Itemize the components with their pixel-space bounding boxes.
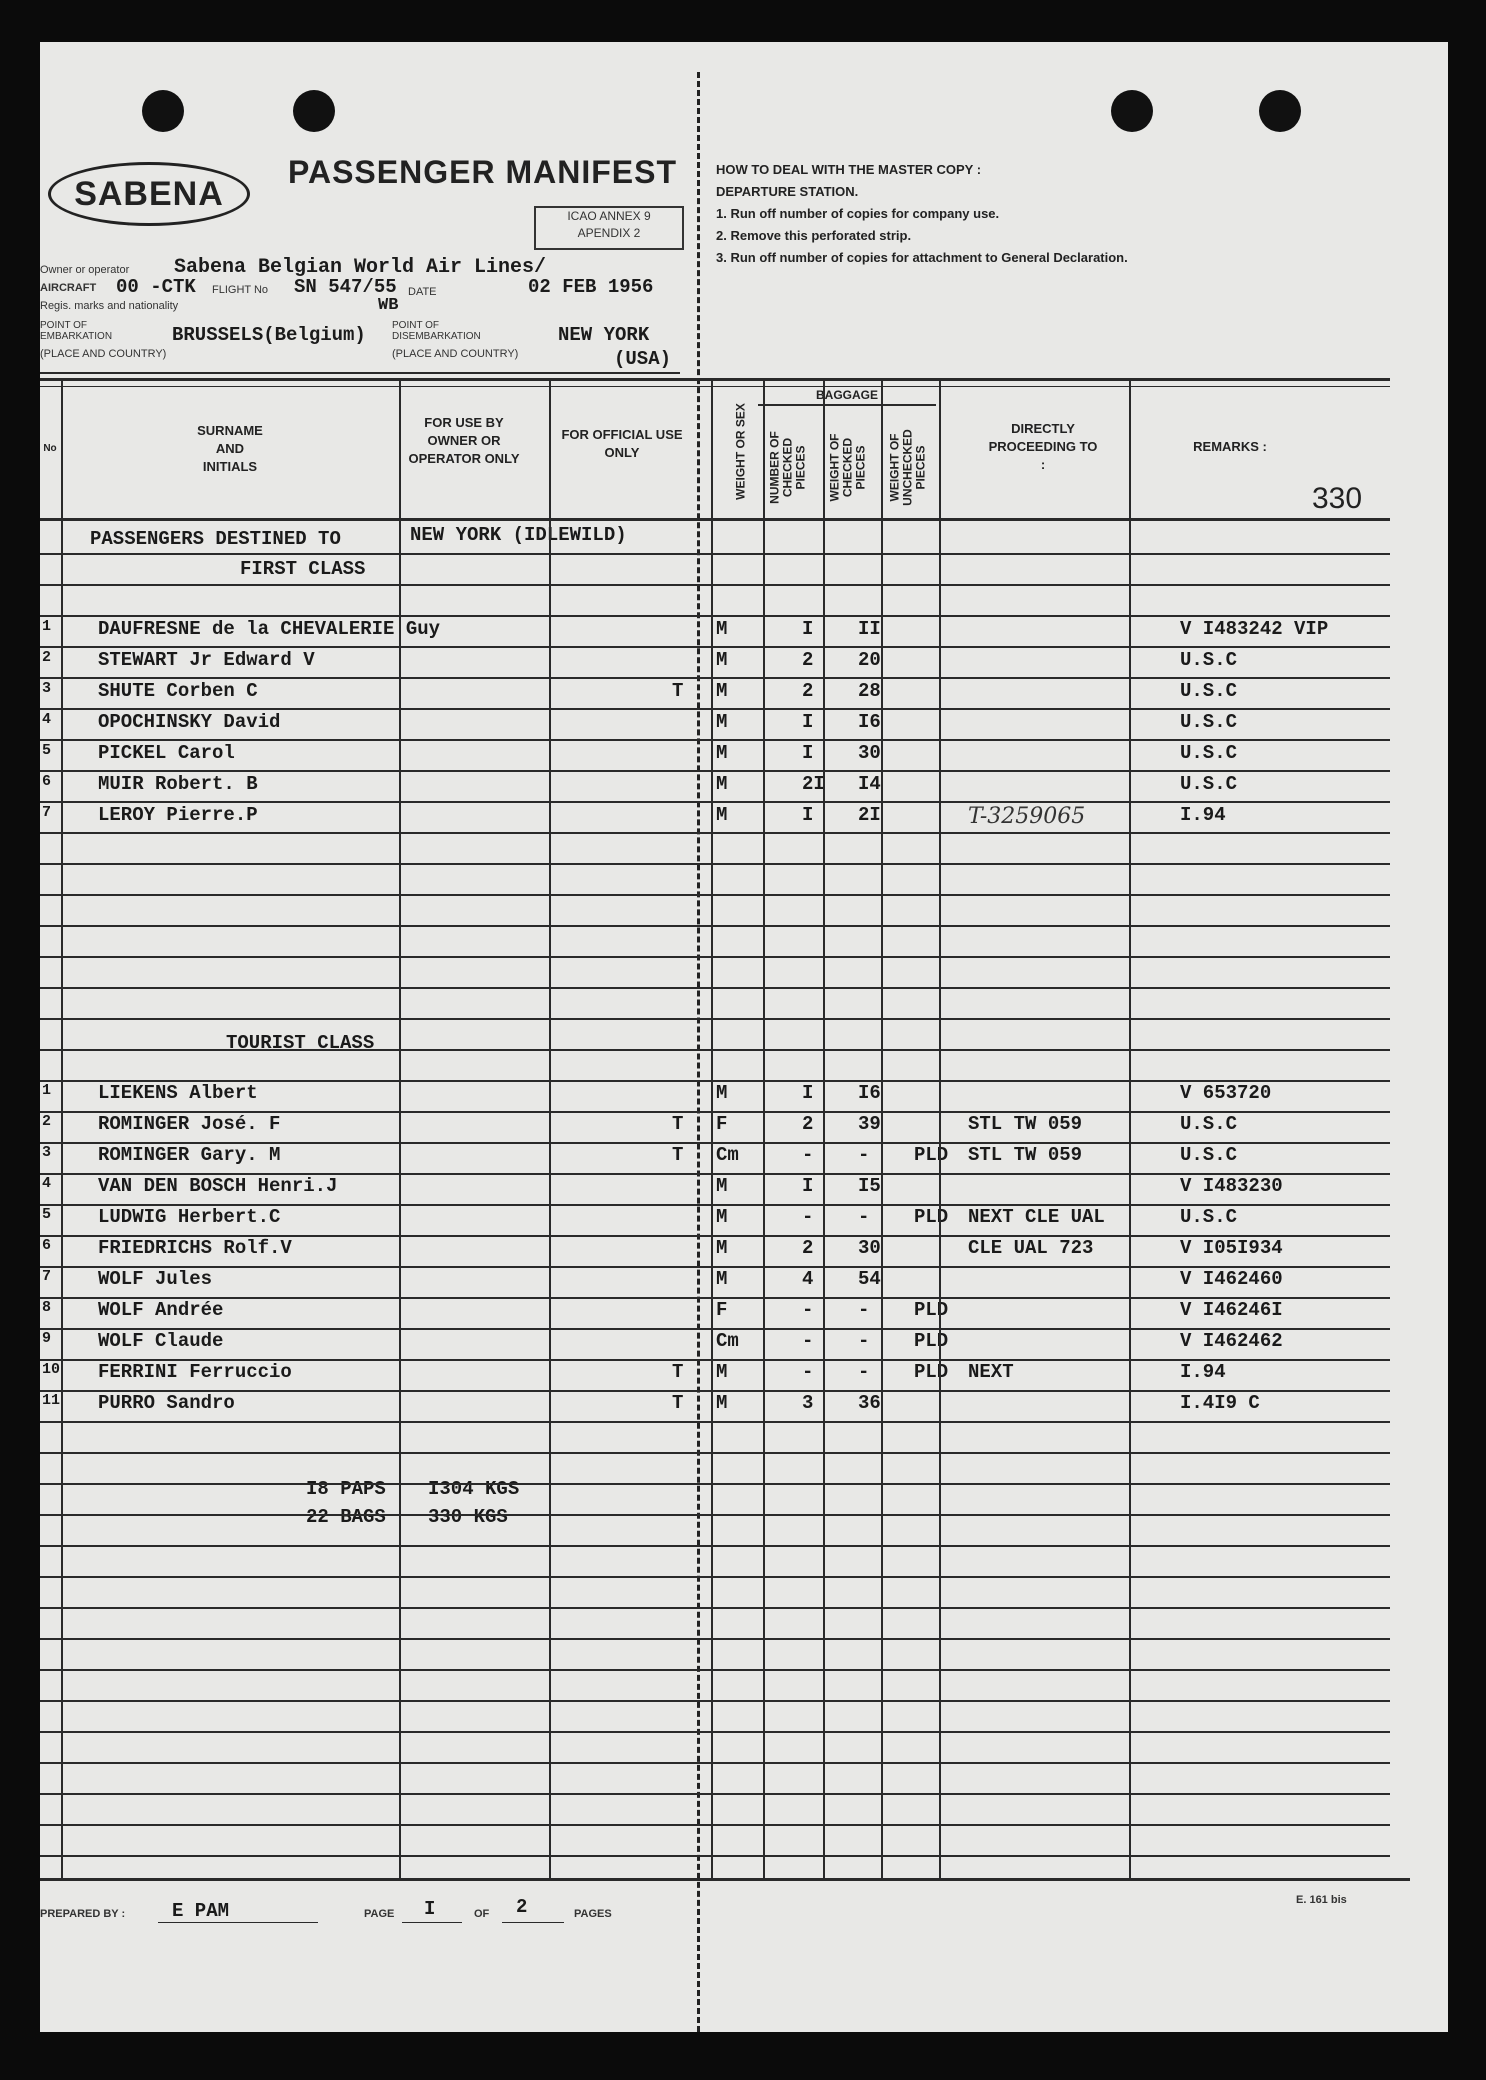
col-proceeding: DIRECTLY PROCEEDING TO :: [988, 421, 1098, 472]
checked-pieces: I: [802, 1175, 814, 1197]
pages-label: PAGES: [574, 1908, 612, 1920]
weight-or-sex: Cm: [716, 1144, 739, 1166]
weight-or-sex: M: [716, 618, 728, 640]
page-title: PASSENGER MANIFEST: [288, 154, 677, 190]
official-mark: T: [672, 1144, 684, 1166]
instruction-2: 2. Remove this perforated strip.: [716, 228, 912, 243]
weight-or-sex: M: [716, 773, 728, 795]
page-label: PAGE: [364, 1908, 395, 1920]
total-bags-label: 22 BAGS: [306, 1506, 386, 1528]
checked-pieces: I: [802, 711, 814, 733]
passenger-name: STEWART Jr Edward V: [98, 649, 315, 671]
disembark-country: (USA): [614, 348, 672, 370]
instructions-station: DEPARTURE STATION.: [716, 184, 859, 199]
official-mark: T: [672, 1113, 684, 1135]
row-number: 8: [42, 1299, 52, 1316]
col-weight-sex: WEIGHT OR SEX: [733, 403, 748, 500]
col-no: No: [43, 443, 57, 454]
first-class-label: FIRST CLASS: [240, 558, 366, 580]
checked-weight: 36: [858, 1392, 881, 1414]
remarks: U.S.C: [1180, 649, 1238, 671]
flight-sub: WB: [378, 296, 399, 315]
remarks: I.4I9 C: [1180, 1392, 1260, 1414]
checked-weight: I6: [858, 711, 881, 733]
remarks: V I05I934: [1180, 1237, 1283, 1259]
flight-value: SN 547/55: [294, 276, 397, 298]
col-official-use: FOR OFFICIAL USE ONLY: [561, 427, 683, 460]
date-value: 02 FEB 1956: [528, 276, 654, 298]
passenger-name: WOLF Andrée: [98, 1299, 224, 1321]
punch-hole: [293, 90, 335, 132]
section-destined-label: PASSENGERS DESTINED TO: [90, 528, 341, 550]
row-number: 1: [42, 618, 52, 635]
checked-weight: I4: [858, 773, 881, 795]
remarks: U.S.C: [1180, 1113, 1238, 1135]
remarks: U.S.C: [1180, 773, 1238, 795]
checked-weight: 20: [858, 649, 881, 671]
row-number: 4: [42, 1175, 52, 1192]
embark-label: POINT OF EMBARKATION: [40, 320, 113, 342]
annex-line2: APENDIX 2: [577, 226, 641, 240]
passenger-name: VAN DEN BOSCH Henri.J: [98, 1175, 338, 1197]
row-number: 6: [42, 773, 52, 790]
weight-or-sex: M: [716, 711, 728, 733]
col-owner-use: FOR USE BY OWNER OR OPERATOR ONLY: [408, 415, 520, 466]
checked-pieces: -: [802, 1299, 814, 1321]
row-number: 3: [42, 1144, 52, 1161]
remarks: U.S.C: [1180, 711, 1238, 733]
table-top-rule: [40, 378, 1390, 381]
checked-pieces: 2: [802, 680, 814, 702]
total-paps-label: I8 PAPS: [306, 1478, 386, 1500]
footer-rule: [40, 1878, 1410, 1881]
form-code: E. 161 bis: [1296, 1894, 1347, 1906]
checked-pieces: I: [802, 618, 814, 640]
remarks: V I483242 VIP: [1180, 618, 1329, 640]
perforation-line: [697, 72, 700, 2032]
weight-or-sex: Cm: [716, 1330, 739, 1352]
remarks: U.S.C: [1180, 742, 1238, 764]
weight-or-sex: M: [716, 1237, 728, 1259]
section-destined-value: NEW YORK (IDLEWILD): [410, 524, 627, 546]
page-number-mark: 330: [1312, 482, 1363, 515]
instructions-title: HOW TO DEAL WITH THE MASTER COPY :: [716, 162, 982, 177]
punch-hole: [1259, 90, 1301, 132]
passenger-name: ROMINGER Gary. M: [98, 1144, 281, 1166]
total-paps-value: I304 KGS: [428, 1478, 520, 1500]
page-value: I: [424, 1898, 436, 1920]
weight-or-sex: F: [716, 1299, 728, 1321]
tourist-class-label: TOURIST CLASS: [226, 1032, 375, 1054]
proceeding-to: NEXT: [968, 1361, 1014, 1383]
of-label: OF: [474, 1908, 490, 1920]
weight-or-sex: M: [716, 680, 728, 702]
passenger-name: PURRO Sandro: [98, 1392, 235, 1414]
operator-label: Owner or operator: [40, 264, 130, 276]
header-bottom-rule: [40, 518, 1390, 521]
flight-label: FLIGHT No: [212, 284, 269, 296]
proceeding-to: CLE UAL 723: [968, 1237, 1094, 1259]
row-number: 3: [42, 680, 52, 697]
row-number: 7: [42, 1268, 52, 1285]
row-number: 2: [42, 649, 52, 666]
embark-sub: (PLACE AND COUNTRY): [40, 348, 167, 360]
row-number: 5: [42, 742, 52, 759]
checked-pieces: 4: [802, 1268, 814, 1290]
row-number: 5: [42, 1206, 52, 1223]
passenger-name: MUIR Robert. B: [98, 773, 258, 795]
unchecked-weight: PLD: [914, 1144, 949, 1166]
row-number: 2: [42, 1113, 52, 1130]
checked-pieces: -: [802, 1330, 814, 1352]
checked-pieces: -: [802, 1361, 814, 1383]
passenger-name: ROMINGER José. F: [98, 1113, 281, 1135]
disembark-value: NEW YORK: [558, 324, 650, 346]
checked-weight: -: [858, 1361, 870, 1383]
remarks: V I46246I: [1180, 1299, 1283, 1321]
checked-weight: -: [858, 1144, 870, 1166]
row-number: 7: [42, 804, 52, 821]
remarks: I.94: [1180, 1361, 1226, 1383]
unchecked-weight: PLD: [914, 1330, 949, 1352]
checked-weight: I6: [858, 1082, 881, 1104]
checked-weight: 2I: [858, 804, 881, 826]
checked-weight: 28: [858, 680, 881, 702]
checked-pieces: 3: [802, 1392, 814, 1414]
official-mark: T: [672, 1392, 684, 1414]
prepared-value: E PAM: [172, 1900, 230, 1922]
remarks: U.S.C: [1180, 1206, 1238, 1228]
proceeding-to: STL TW 059: [968, 1113, 1083, 1135]
col-baggage: BAGGAGE: [815, 388, 878, 402]
prepared-label: PREPARED BY :: [40, 1908, 126, 1920]
unchecked-weight: PLD: [914, 1206, 949, 1228]
proceeding-to: STL TW 059: [968, 1144, 1083, 1166]
instruction-1: 1. Run off number of copies for company use.: [716, 206, 1000, 221]
instruction-3: 3. Run off number of copies for attachment to General Declaration.: [716, 250, 1128, 265]
unchecked-weight: PLD: [914, 1361, 949, 1383]
punch-hole: [1111, 90, 1153, 132]
passenger-name: DAUFRESNE de la CHEVALERIE Guy: [98, 618, 441, 640]
date-label: DATE: [408, 286, 437, 298]
passenger-name: FRIEDRICHS Rolf.V: [98, 1237, 292, 1259]
marks-label: Regis. marks and nationality: [40, 300, 179, 312]
checked-weight: -: [858, 1206, 870, 1228]
passenger-name: WOLF Claude: [98, 1330, 224, 1352]
checked-weight: 30: [858, 1237, 881, 1259]
checked-pieces: 2: [802, 1113, 814, 1135]
checked-weight: 30: [858, 742, 881, 764]
remarks: U.S.C: [1180, 1144, 1238, 1166]
row-number: 4: [42, 711, 52, 728]
checked-pieces: 2I: [802, 773, 825, 795]
weight-or-sex: M: [716, 1361, 728, 1383]
weight-or-sex: M: [716, 1392, 728, 1414]
passenger-name: PICKEL Carol: [98, 742, 235, 764]
passenger-name: WOLF Jules: [98, 1268, 213, 1290]
checked-weight: 39: [858, 1113, 881, 1135]
manifest-sheet: [40, 42, 1448, 2032]
punch-hole: [142, 90, 184, 132]
checked-weight: II: [858, 618, 881, 640]
embark-value: BRUSSELS(Belgium): [172, 324, 366, 346]
passenger-name: SHUTE Corben C: [98, 680, 258, 702]
weight-or-sex: M: [716, 1175, 728, 1197]
sabena-logo: SABENA: [48, 162, 250, 226]
of-value: 2: [516, 1896, 528, 1918]
col-unchecked-weight: WEIGHT OF UNCHECKED PIECES: [887, 429, 928, 506]
passenger-name: LIEKENS Albert: [98, 1082, 258, 1104]
remarks: V I483230: [1180, 1175, 1283, 1197]
weight-or-sex: M: [716, 1082, 728, 1104]
passenger-name: FERRINI Ferruccio: [98, 1361, 292, 1383]
operator-value: Sabena Belgian World Air Lines/: [174, 256, 547, 279]
checked-weight: I5: [858, 1175, 881, 1197]
row-number: 1: [42, 1082, 52, 1099]
remarks: I.94: [1180, 804, 1226, 826]
row-number: 11: [42, 1392, 61, 1409]
icao-annex-box: [534, 206, 684, 250]
remarks: U.S.C: [1180, 680, 1238, 702]
total-bags-value: 330 KGS: [428, 1506, 508, 1528]
annex-line1: ICAO ANNEX 9: [567, 209, 651, 223]
remarks: V I462462: [1180, 1330, 1283, 1352]
passenger-name: OPOCHINSKY David: [98, 711, 281, 733]
weight-or-sex: M: [716, 804, 728, 826]
weight-or-sex: M: [716, 649, 728, 671]
remarks: V I462460: [1180, 1268, 1283, 1290]
weight-or-sex: M: [716, 1268, 728, 1290]
proceeding-to: T-3259065: [968, 804, 1086, 829]
passenger-name: LUDWIG Herbert.C: [98, 1206, 281, 1228]
row-number: 6: [42, 1237, 52, 1254]
checked-pieces: 2: [802, 1237, 814, 1259]
col-remarks: REMARKS :: [1193, 439, 1267, 454]
checked-weight: -: [858, 1299, 870, 1321]
checked-weight: 54: [858, 1268, 881, 1290]
checked-pieces: -: [802, 1144, 814, 1166]
checked-weight: -: [858, 1330, 870, 1352]
official-mark: T: [672, 680, 684, 702]
checked-pieces: I: [802, 742, 814, 764]
aircraft-label: AIRCRAFT: [40, 282, 97, 294]
row-number: 10: [42, 1361, 61, 1378]
col-checked-weight: WEIGHT OF CHECKED PIECES: [827, 433, 868, 502]
weight-or-sex: M: [716, 742, 728, 764]
weight-or-sex: F: [716, 1113, 728, 1135]
official-mark: T: [672, 1361, 684, 1383]
checked-pieces: I: [802, 804, 814, 826]
remarks: V 653720: [1180, 1082, 1272, 1104]
col-checked-pieces: NUMBER OF CHECKED PIECES: [767, 431, 808, 504]
aircraft-value: 00 -CTK: [116, 276, 196, 298]
passenger-name: LEROY Pierre.P: [98, 804, 258, 826]
proceeding-to: NEXT CLE UAL: [968, 1206, 1105, 1228]
col-surname: SURNAME AND INITIALS: [197, 423, 263, 474]
disembark-sub: (PLACE AND COUNTRY): [392, 348, 519, 360]
checked-pieces: 2: [802, 649, 814, 671]
weight-or-sex: M: [716, 1206, 728, 1228]
row-number: 9: [42, 1330, 52, 1347]
unchecked-weight: PLD: [914, 1299, 949, 1321]
checked-pieces: I: [802, 1082, 814, 1104]
disembark-label: POINT OF DISEMBARKATION: [392, 320, 481, 342]
checked-pieces: -: [802, 1206, 814, 1228]
